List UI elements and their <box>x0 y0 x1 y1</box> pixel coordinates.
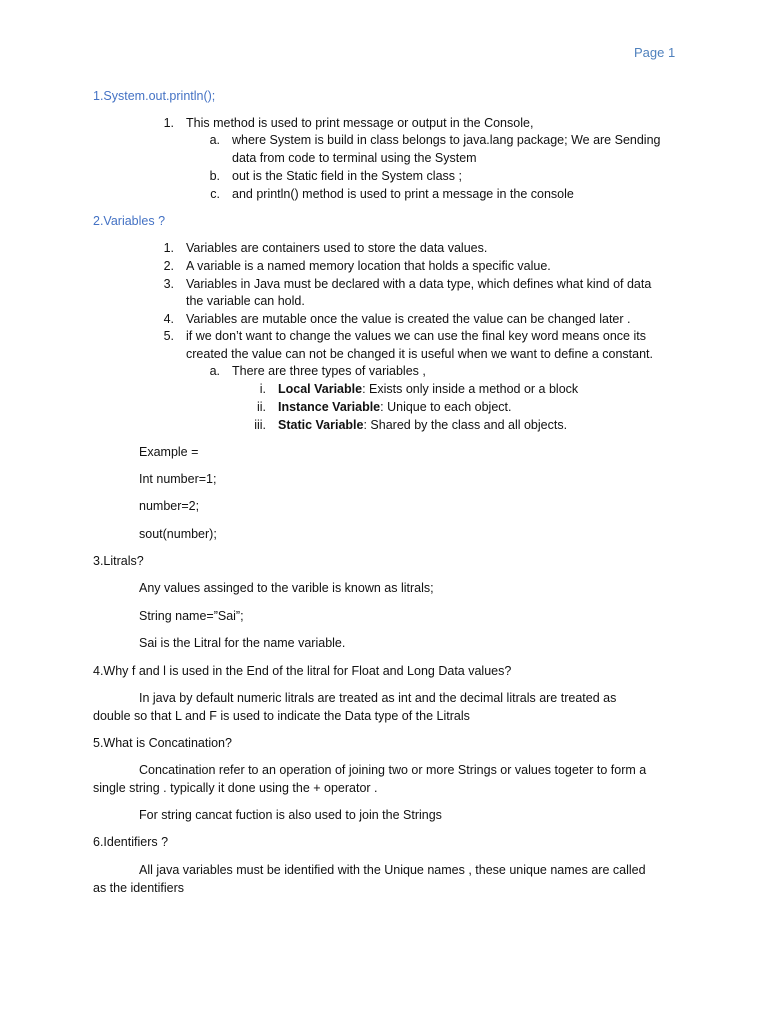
list-item: and println() method is used to print a message in the console <box>232 187 574 201</box>
list-item-continuation: the variable can hold. <box>186 294 305 308</box>
section-heading-concatenation: 5.What is Concatination? <box>93 736 232 750</box>
list-marker: 1. <box>163 241 174 255</box>
paragraph-continuation: single string . typically it done using the + operator . <box>93 781 378 795</box>
section-heading-variables: 2.Variables ? <box>93 214 166 228</box>
list-item: Variables in Java must be declared with a data type, which defines what kind of data <box>186 277 652 291</box>
list-marker: i. <box>259 382 266 396</box>
paragraph-continuation: as the identifiers <box>93 881 185 895</box>
list-item-local-variable <box>278 380 578 398</box>
list-item: There are three types of variables , <box>232 364 426 378</box>
paragraph: All java variables must be identified with the Unique names , these unique names are called <box>139 863 646 877</box>
code-line: Int number=1; <box>139 472 217 486</box>
section-heading-suffixes: 4.Why f and l is used in the End of the litral for Float and Long Data values? <box>93 664 512 678</box>
paragraph: Sai is the Litral for the name variable. <box>139 636 346 650</box>
list-item: Variables are mutable once the value is created the value can be changed later . <box>186 312 631 326</box>
list-item-continuation: data from code to terminal using the System <box>232 151 477 165</box>
page-number: Page 1 <box>634 45 676 60</box>
list-marker: c. <box>210 187 220 201</box>
term-label: Static Variable <box>278 418 364 432</box>
list-item: where System is build in class belongs to java.lang package; We are Sending <box>232 133 661 147</box>
list-marker: 3. <box>163 277 174 291</box>
list-item: This method is used to print message or output in the Console, <box>186 116 534 130</box>
list-item: Variables are containers used to store the data values. <box>186 241 488 255</box>
paragraph: Concatination refer to an operation of joining two or more Strings or values togeter to form a <box>139 763 647 777</box>
term-description: : Shared by the class and all objects. <box>363 418 568 432</box>
list-item: if we don’t want to change the values we can use the final key word means once its <box>186 329 646 343</box>
paragraph: Example = <box>139 445 199 459</box>
list-marker: 4. <box>163 312 174 326</box>
section-heading-literals: 3.Litrals? <box>93 554 144 568</box>
term-description: : Unique to each object. <box>380 400 512 414</box>
list-marker: 1. <box>163 116 174 130</box>
list-item: A variable is a named memory location that holds a specific value. <box>186 259 551 273</box>
section-heading-identifiers: 6.Identifiers ? <box>93 835 169 849</box>
list-item-continuation: created the value can not be changed it is useful when we want to define a constant. <box>186 347 653 361</box>
list-item-static-variable <box>278 416 567 434</box>
term-label: Local Variable <box>278 382 363 396</box>
list-marker: 2. <box>163 259 174 273</box>
list-item-instance-variable <box>278 398 511 416</box>
code-line: number=2; <box>139 499 200 513</box>
list-marker: a. <box>209 133 220 147</box>
list-item: out is the Static field in the System class ; <box>232 169 462 183</box>
term-label: Instance Variable <box>278 400 381 414</box>
paragraph: In java by default numeric litrals are treated as int and the decimal litrals are treated as <box>139 691 617 705</box>
list-marker: ii. <box>256 400 266 414</box>
code-line: sout(number); <box>139 527 217 541</box>
code-line: String name=”Sai”; <box>139 609 244 623</box>
list-marker: iii. <box>254 418 266 432</box>
paragraph: For string cancat fuction is also used to join the Strings <box>139 808 442 822</box>
list-marker: 5. <box>163 329 174 343</box>
list-marker: a. <box>209 364 220 378</box>
paragraph-continuation: double so that L and F is used to indicate the Data type of the Litrals <box>93 709 470 723</box>
term-description: : Exists only inside a method or a block <box>362 382 579 396</box>
paragraph: Any values assinged to the varible is known as litrals; <box>139 581 434 595</box>
list-marker: b. <box>209 169 220 183</box>
section-heading-println: 1.System.out.println(); <box>93 89 216 103</box>
